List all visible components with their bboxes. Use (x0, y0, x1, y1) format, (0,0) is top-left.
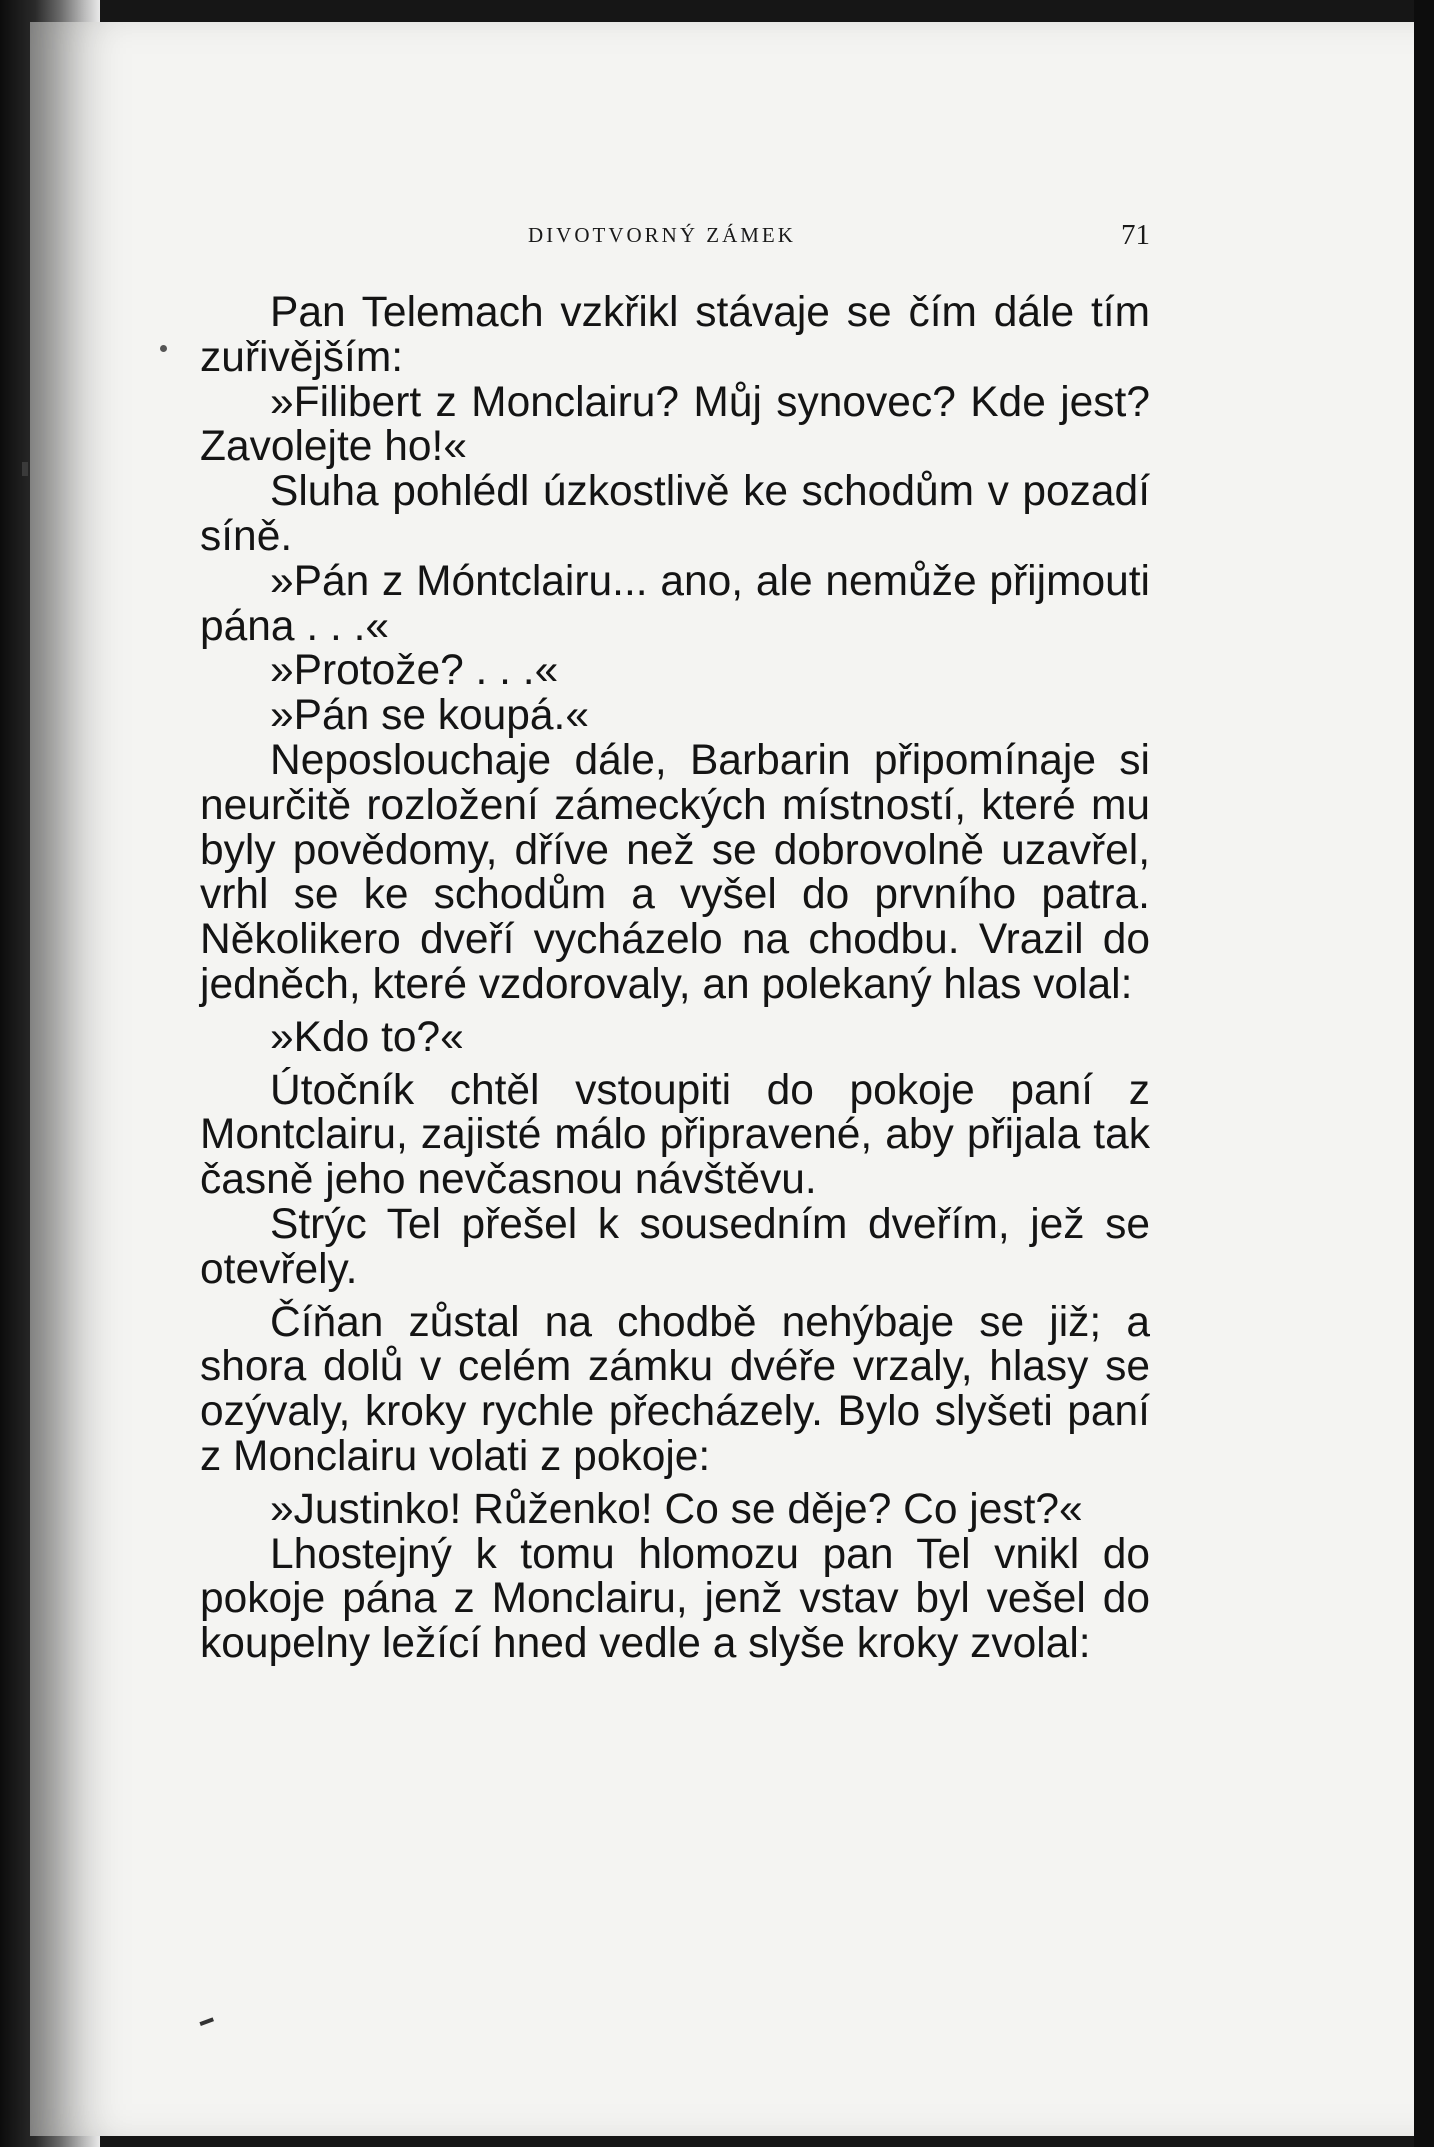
paragraph: Strýc Tel přešel k sousedním dveřím, jež se otevřely. (200, 1200, 1150, 1293)
running-title: DIVOTVORNÝ ZÁMEK (528, 223, 796, 247)
paragraph: Číňan zůstal na chodbě nehýbaje se již; a shora dolů v celém zámku dvéře vrzaly, hlasy se ozývaly, kroky rychle přecházely. Bylo slyšeti paní z Monclairu volati z pokoje: (200, 1298, 1150, 1480)
body-text (200, 291, 1150, 1667)
paragraph: »Pán se koupá.« (270, 692, 589, 740)
paragraph: Neposlouchaje dále, Barbarin připomínaje si neurčitě rozložení zámeckých místností, které mu byly povědomy, dříve než se dobrovolně uzavřel, vrhl se ke schodům a vyšel do prvního patra. Několikero dveří vycházelo na chodbu. Vrazil do jedněch, které vzdorovaly, an polekaný hlas volal: (200, 736, 1150, 1008)
paragraph: »Pán z Móntclairu... ano, ale nemůže přijmouti pána . . .« (200, 557, 1150, 650)
paragraph: »Justinko! Růženko! Co se děje? Co jest?« (270, 1485, 1083, 1533)
paragraph: Sluha pohlédl úzkostlivě ke schodům v pozadí síně. (200, 468, 1150, 560)
paragraph: »Kdo to?« (270, 1013, 464, 1061)
paragraph: »Filibert z Monclairu? Můj synovec? Kde jest? Zavolejte ho!« (200, 378, 1150, 471)
paragraph: Pan Telemach vzkřikl stávaje se čím dále tím zuřivějším: (200, 289, 1150, 381)
speck-mark (160, 345, 167, 352)
speck-mark (22, 462, 28, 476)
paragraph: »Protože? . . .« (270, 647, 559, 695)
paragraph: Lhostejný k tomu hlomozu pan Tel vnikl do pokoje pána z Monclairu, jenž vstav byl vešel do koupelny ležící hned vedle a slyše kroky zvolal: (200, 1530, 1150, 1668)
paragraph: Útočník chtěl vstoupiti do pokoje paní z Montclairu, zajisté málo připravené, aby přijala tak časně jeho nevčasnou návštěvu. (200, 1066, 1150, 1204)
page-header (520, 219, 1150, 259)
scan-edge (1414, 0, 1434, 2147)
page-number: 71 (1121, 219, 1150, 251)
